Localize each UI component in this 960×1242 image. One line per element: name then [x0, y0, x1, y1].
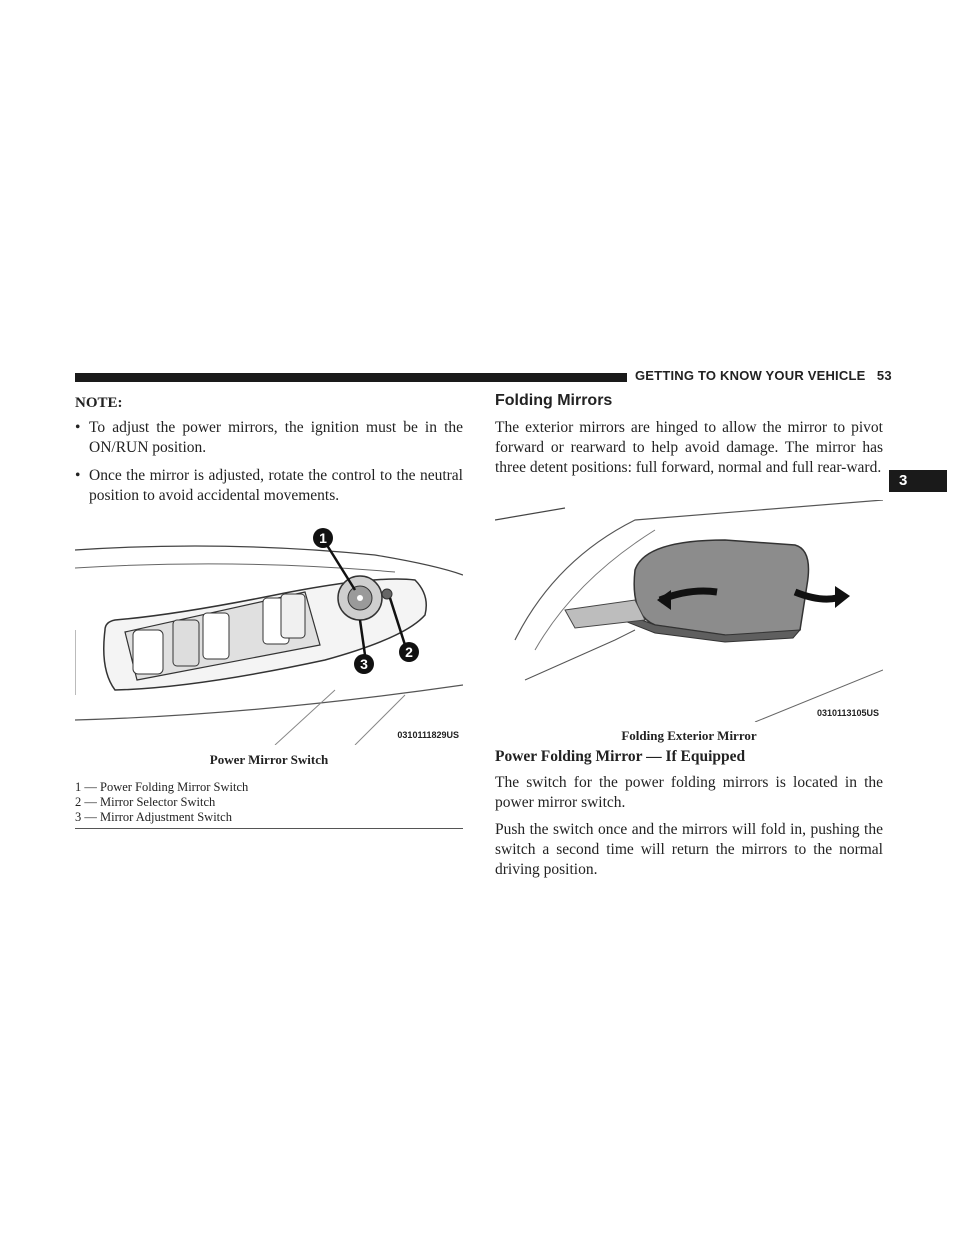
figure-code: 0310111829US [397, 730, 459, 740]
list-item [75, 466, 463, 506]
intro-paragraph: The exterior mirrors are hinged to allow the mirror to pivot forward or rearward to help avoid damage. The mirror has three detent positions: full forward, normal and full rear-ward. [495, 419, 883, 476]
callout-label: 3 [360, 656, 368, 672]
chapter-tab: 3 [889, 470, 947, 492]
header-rule [75, 373, 627, 382]
callout-1 [313, 528, 333, 548]
callout-label: 2 [405, 644, 413, 660]
callout-3 [354, 654, 374, 674]
bullet-icon: • [75, 419, 81, 436]
note-title: NOTE: [75, 395, 123, 411]
legend-item: 2 — Mirror Selector Switch [75, 795, 216, 809]
power-mirror-switch-illustration [75, 520, 463, 745]
bullet-text: Once the mirror is adjusted, rotate the control to the neutral position to avoid accidental movements. [89, 467, 463, 504]
figure-caption: Power Mirror Switch [209, 752, 329, 767]
bullet-icon: • [75, 467, 81, 484]
page-number: 53 [876, 368, 892, 383]
subsection-title: Power Folding Mirror — If Equipped [495, 748, 746, 765]
bullet-text: To adjust the power mirrors, the ignition must be in the ON/RUN position. [89, 419, 463, 456]
figure-code: 0310113105US [816, 708, 879, 718]
note-bullet-list [75, 418, 463, 514]
figure-legend [75, 780, 248, 825]
section-title: Folding Mirrors [495, 392, 613, 409]
running-header [635, 368, 892, 383]
callout-label: 1 [319, 530, 327, 546]
figure-caption: Folding Exterior Mirror [621, 728, 757, 743]
folding-exterior-mirror-illustration [495, 500, 883, 722]
legend-item: 3 — Mirror Adjustment Switch [75, 810, 232, 824]
body-paragraph: Push the switch once and the mirrors will fold in, pushing the switch a second time will return the mirrors to the normal driving position. [495, 821, 883, 878]
body-paragraph: The switch for the power folding mirrors is located in the power mirror switch. [495, 774, 883, 811]
legend-item: 1 — Power Folding Mirror Switch [75, 780, 249, 794]
list-item [75, 418, 463, 458]
legend-divider [75, 828, 463, 829]
callout-2 [399, 642, 419, 662]
header-section-title: GETTING TO KNOW YOUR VEHICLE [635, 368, 866, 383]
